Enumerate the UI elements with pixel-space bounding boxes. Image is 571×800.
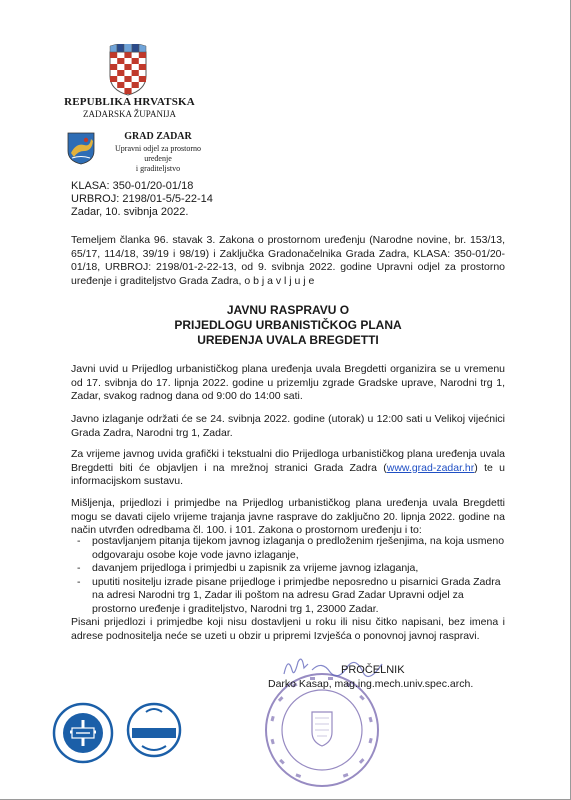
paragraph-late-submissions: Pisani prijedlozi i primjedbe koji nisu dostavljeni u roku ili nisu čitko napisani, bez imena i adrese podnositelja neće se uzeti u obzir u pripremi Izvješća o ponovnoj javnoj raspravi. [71,616,505,642]
document-heading [71,303,505,348]
paragraph-website [71,448,505,489]
department-name [103,144,213,174]
paragraph-website-text-before: Za vrijeme javnog uvida grafički i tekstualni dio Prijedloga urbanističkog plana uređenja uvala Bregdetti biti će objavljen i na mrežnoj stranici Grada Zadra ( [71,448,505,474]
zadar-city-emblem-icon [66,131,96,165]
dqs-quality-management-icon [52,702,114,764]
document-date: Zadar, 10. svibnja 2022. [71,206,189,218]
signatory-name: Darko Kasap, mag.ing.mech.univ.spec.arch. [268,678,474,690]
submission-methods-list [71,535,505,616]
paragraph-public-presentation: Javno izlaganje održati će se 24. svibnja 2022. godine (utorak) u 12:00 sati u Velikoj vijećnici Grada Zadra, Narodni trg 1, Zadar. [71,413,505,439]
county-name: ZADARSKA ŽUPANIJA [83,109,176,119]
heading-line-2: PRIJEDLOGU URBANISTIČKOG PLANA [174,318,402,332]
croatian-coat-of-arms-icon [108,44,148,96]
klasa: KLASA: 350-01/20-01/18 [71,180,194,192]
urbroj: URBROJ: 2198/01-5/5-22-14 [71,193,213,205]
intro-paragraph: Temeljem članka 96. stavak 3. Zakona o prostornom uređenju (Narodne novine, br. 153/13, 65/17, 114/18, 39/19 i 98/19) i Zaključka Gradonačelnika Grada Zadra, KLASA: 350-01/20-01/18, URBROJ: 2198/01-2-22-13, od 9. svibnja 2022. godine Upravni odjel za prostorno uređenje i graditeljstvo Grada Zadra, o b j a v l j u j e [71,234,505,287]
list-item: - davanjem prijedloga i primjedbi u zapisnik za vrijeme javnog izlaganja, [71,562,505,576]
heading-line-1: JAVNU RASPRAVU O [226,303,350,317]
republic-title: REPUBLIKA HRVATSKA [64,96,195,108]
signatory-title: PROČELNIK [341,664,405,676]
iqnet-certified-icon [126,700,182,764]
list-item: - uputiti nositelju izrade pisane prijedloge i primjedbe neposredno u pisarnici Grada Zadra na adresi Narodni trg 1, Zadar ili poštom na adresu Grad Zadar Upravni odjel za prostorno uređenje i graditeljstvo, Narodni trg 1, 23000 Zadar. [71,576,505,617]
paragraph-submissions: Mišljenja, prijedlozi i primjedbe na Prijedlog urbanističkog plana uređenja uvala Bregdetti mogu se davati cijelo vrijeme trajanja javne rasprave do zaključno 20. lipnja 2022. godine na način utvrđen odredbama čl. 100. i 101. Zakona o prostornom uređenju i to: [71,497,505,536]
city-title: GRAD ZADAR [124,131,192,142]
department-line-1: Upravni odjel za prostorno uređenje [115,144,201,163]
paragraph-public-inspection: Javni uvid u Prijedlog urbanističkog plana uređenja uvala Bregdetti organizira se u vremenu od 17. svibnja do 17. lipnja 2022. godine u prizemlju zgrade Gradske uprave, Narodni trg 1, Zadar, svakog radnog dana od 9:00 do 14:00 sati. [71,363,505,402]
list-item: - postavljanjem pitanja tijekom javnog izlaganja o predloženim rješenjima, na koja usmeno odgovaraju osobe koje vode javno izlaganje, [71,535,505,562]
paragraph-website-text-after: ) te u informacijskom sustavu. [71,461,505,487]
department-line-2: i graditeljstvo [135,164,181,173]
heading-line-3: UREĐENJA UVALA BREGDETTI [197,333,379,347]
website-link[interactable]: www.grad-zadar.hr [386,461,475,474]
